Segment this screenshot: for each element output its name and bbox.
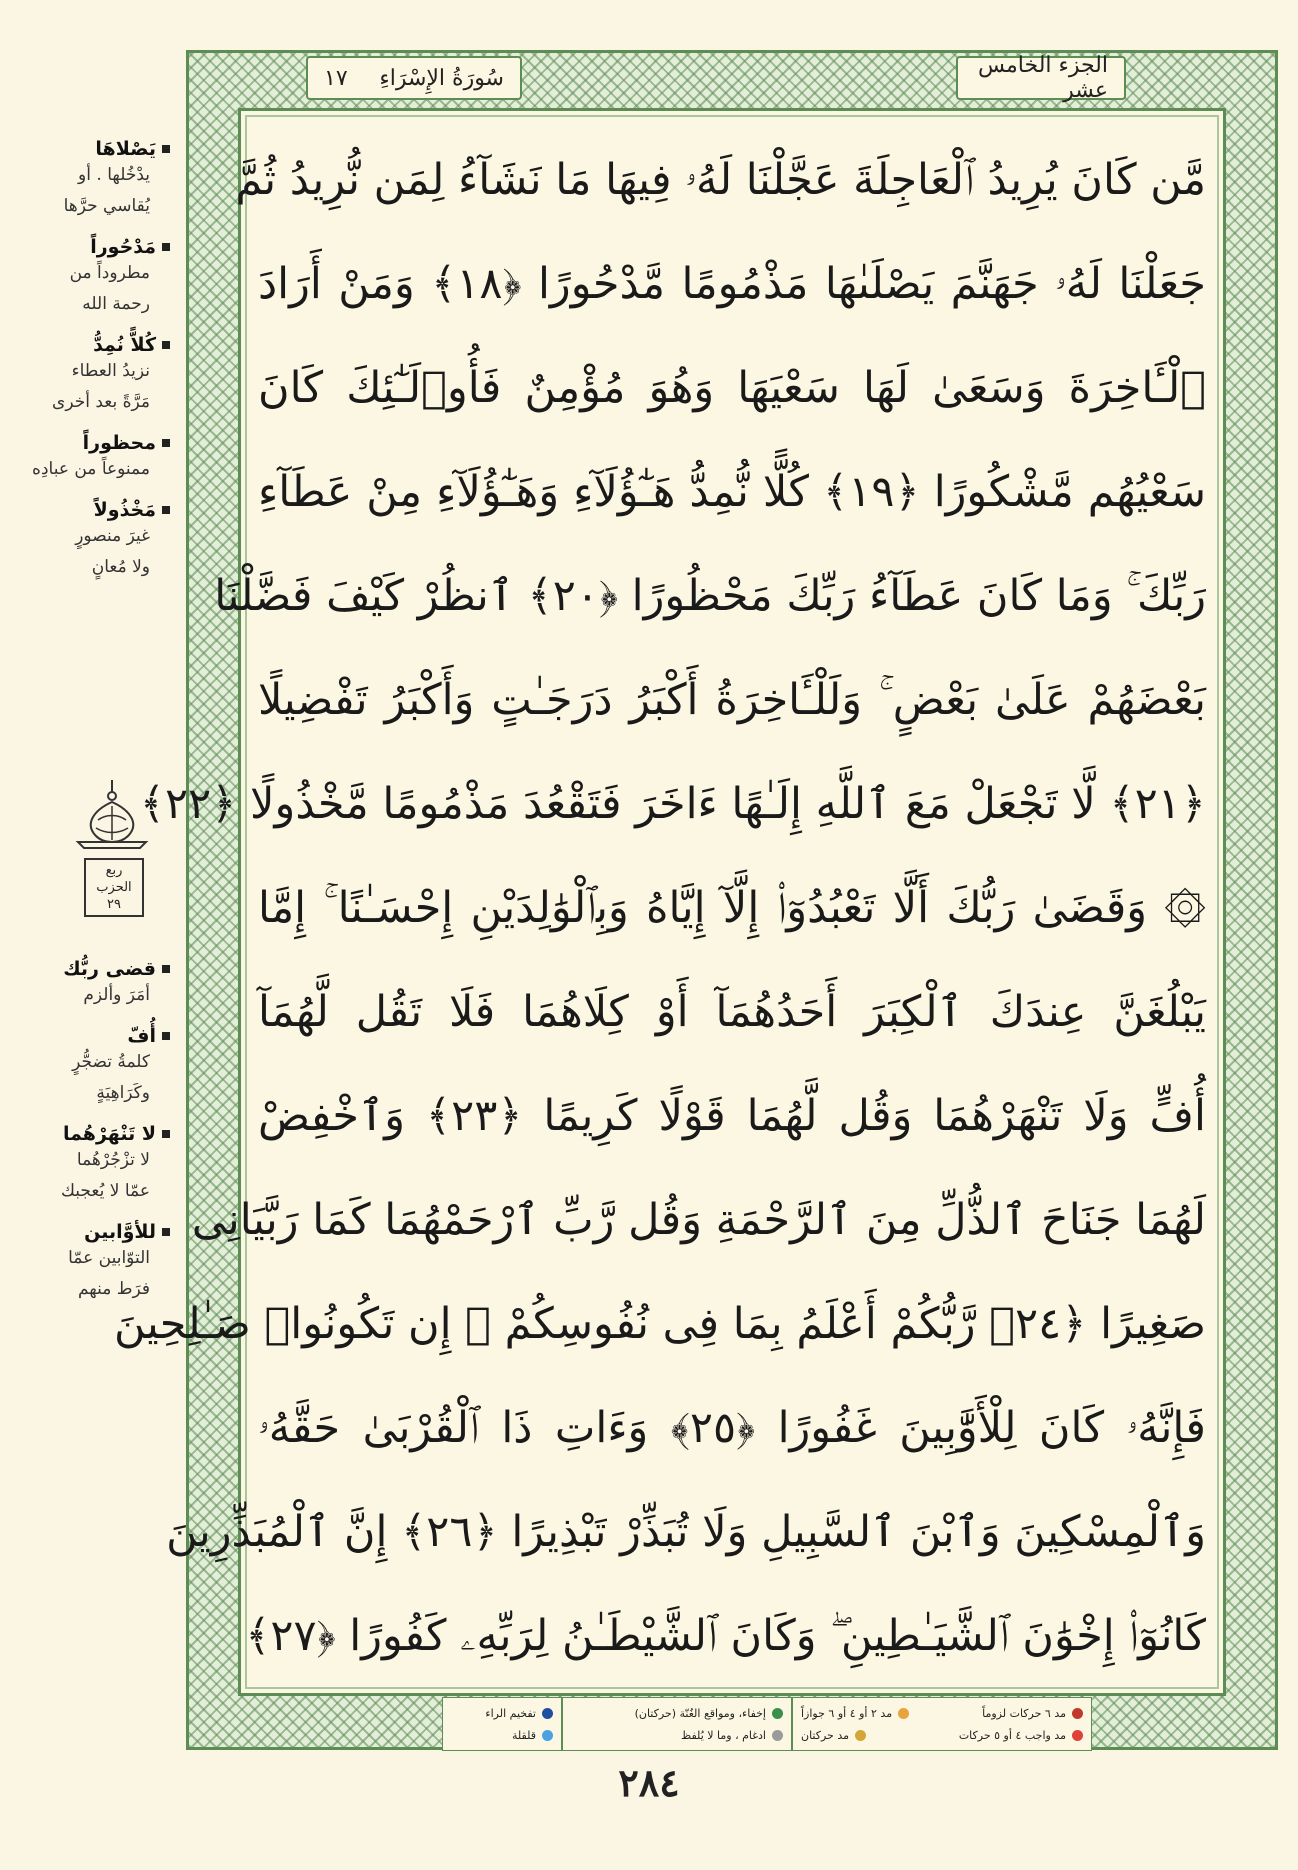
- legend-item: [982, 1707, 1083, 1720]
- glossary-word: مَدْحُوراً: [14, 236, 170, 258]
- legend-item: [959, 1729, 1083, 1742]
- glossary-meaning: فرَط منهم: [77, 1279, 150, 1299]
- verse-line: يَبْلُغَنَّ عِندَكَ ٱلْكِبَرَ أَحَدُهُمَآ أَوْ كِلَاهُمَا فَلَا تَقُل لَّهُمَآ: [258, 987, 1206, 1037]
- surah-number: ١٧: [324, 65, 348, 91]
- verse-line: صَغِيرًا ﴿٢٤﴾ رَّبُّكُمْ أَعْلَمُ بِمَا فِى نُفُوسِكُمْ ۚ إِن تَكُونُوا۟ صَـٰلِحِينَ: [113, 1299, 1206, 1349]
- legend-item: [801, 1707, 909, 1720]
- glossary-meaning: ولا مُعانٍ: [91, 557, 150, 577]
- hizb-label: [84, 858, 144, 917]
- verse-line: ٱلْـَٔاخِرَةَ وَسَعَىٰ لَهَا سَعْيَهَا وَهُوَ مُؤْمِنٌ فَأُو۟لَـٰٓئِكَ كَانَ: [258, 363, 1206, 413]
- glossary-meaning: أمَرَ وألزم: [83, 985, 150, 1005]
- verse-line: ﴿٢١﴾ لَّا تَجْعَلْ مَعَ ٱللَّهِ إِلَـٰهًا ءَاخَرَ فَتَقْعُدَ مَذْمُومًا مَّخْذُولًا ﴿٢٢﴾: [139, 779, 1206, 829]
- page-number: ٢٨٤: [618, 1760, 680, 1805]
- legend-label: ادغام ، وما لا يُلفظ: [681, 1728, 766, 1742]
- legend-label: مد ٦ حركات لزوماً: [982, 1706, 1066, 1720]
- glossary-entry: [14, 1025, 170, 1109]
- surah-name: سُورَةُ الإِسْرَاءِ: [379, 65, 504, 91]
- legend-label: تفخيم الراء: [485, 1706, 536, 1720]
- glossary-entry: [14, 334, 170, 418]
- color-dot-icon: [898, 1708, 909, 1719]
- glossary-entry: [14, 1221, 170, 1305]
- glossary-meaning: لا تزْجُرْهُما: [76, 1150, 150, 1170]
- glossary-meaning: مطروداً من: [69, 263, 150, 283]
- verse-line: جَعَلْنَا لَهُۥ جَهَنَّمَ يَصْلَىٰهَا مَذْمُومًا مَّدْحُورًا ﴿١٨﴾ وَمَنْ أَرَادَ: [258, 259, 1206, 309]
- glossary-meaning: وكَرَاهِيَةٍ: [96, 1083, 150, 1103]
- verse-line: رَبِّكَ ۚ وَمَا كَانَ عَطَآءُ رَبِّكَ مَحْظُورًا ﴿٢٠﴾ ٱنظُرْ كَيْفَ فَضَّلْنَا: [214, 571, 1206, 621]
- legend-box-madd: [792, 1697, 1092, 1751]
- glossary-word: مَخْذُولاً: [14, 499, 170, 521]
- glossary-meaning: يدْخُلها . أو: [78, 165, 150, 185]
- glossary-meaning: غيرَ منصورٍ: [75, 526, 150, 546]
- juz-header: [956, 53, 1126, 103]
- verse-line: ۞ وَقَضَىٰ رَبُّكَ أَلَّا تَعْبُدُوٓا۟ إِلَّآ إِيَّاهُ وَبِٱلْوَٰلِدَيْنِ إِحْسَـٰنًا ۚ إِمَّا: [258, 883, 1206, 933]
- glossary-meaning: عمّا لا يُعجبك: [60, 1181, 150, 1201]
- legend-label: قلقلة: [511, 1728, 536, 1742]
- hizb-marker: [74, 780, 150, 917]
- legend-label: مد ٢ أو ٤ أو ٦ جوازاً: [801, 1706, 893, 1720]
- color-dot-icon: [542, 1708, 553, 1719]
- legend-item: [451, 1707, 553, 1720]
- verse-line: سَعْيُهُم مَّشْكُورًا ﴿١٩﴾ كُلًّا نُّمِدُّ هَـٰٓؤُلَآءِ وَهَـٰٓؤُلَآءِ مِنْ عَطَآءِ: [258, 467, 1206, 517]
- glossary-word: للأوَّابين: [14, 1221, 170, 1243]
- glossary-word: قضى ربُّك: [14, 958, 170, 980]
- glossary-entry: [14, 1123, 170, 1207]
- glossary-lower: [14, 958, 170, 1319]
- glossary-entry: [14, 138, 170, 222]
- glossary-meaning: التوّابين عمّا: [68, 1248, 150, 1268]
- glossary-meaning: رحمة الله: [82, 294, 150, 314]
- verse-line: بَعْضَهُمْ عَلَىٰ بَعْضٍ ۚ وَلَلْـَٔاخِرَةُ أَكْبَرُ دَرَجَـٰتٍ وَأَكْبَرُ تَفْضِيلًا: [258, 675, 1206, 725]
- glossary-word: محظوراً: [14, 432, 170, 454]
- verse-line: مَّن كَانَ يُرِيدُ ٱلْعَاجِلَةَ عَجَّلْنَا لَهُۥ فِيهَا مَا نَشَآءُ لِمَن نُّرِيدُ ثُمَّ: [235, 155, 1206, 205]
- hizb-number: ٢٩: [107, 897, 121, 912]
- verse-line: أُفٍّ وَلَا تَنْهَرْهُمَا وَقُل لَّهُمَا قَوْلًا كَرِيمًا ﴿٢٣﴾ وَٱخْفِضْ: [258, 1091, 1207, 1141]
- legend-label: إخفاء، ومواقع الغُنّة (حركتان): [634, 1706, 766, 1720]
- glossary-meaning: مَرَّةً بعد أخرى: [52, 392, 150, 412]
- glossary-meaning: يُقاسي حرَّها: [63, 196, 150, 216]
- legend-item: [451, 1729, 553, 1742]
- legend-item: [571, 1707, 783, 1720]
- color-dot-icon: [772, 1708, 783, 1719]
- glossary-entry: [14, 236, 170, 320]
- glossary-word: كُلاًّ نُمِدُّ: [14, 334, 170, 356]
- glossary-word: أُفّ: [14, 1025, 170, 1047]
- glossary-meaning: ممنوعاً من عبادِه: [32, 459, 150, 479]
- verse-line: فَإِنَّهُۥ كَانَ لِلْأَوَّٰبِينَ غَفُورًا ﴿٢٥﴾ وَءَاتِ ذَا ٱلْقُرْبَىٰ حَقَّهُۥ: [258, 1403, 1206, 1453]
- glossary-entry: [14, 432, 170, 485]
- hizb-text: ربع: [105, 863, 123, 878]
- glossary-upper: [14, 138, 170, 597]
- glossary-word: يَصْلاهَا: [14, 138, 170, 160]
- glossary-meaning: كلمةُ تضجُّرٍ: [72, 1052, 150, 1072]
- legend-label: مد واجب ٤ أو ٥ حركات: [958, 1728, 1066, 1742]
- legend-label: مد حركتان: [801, 1728, 850, 1742]
- juz-label: الجزء الخامس عشر: [977, 53, 1108, 103]
- tajweed-legend: [392, 1697, 1092, 1751]
- verse-line: وَٱلْمِسْكِينَ وَٱبْنَ ٱلسَّبِيلِ وَلَا تُبَذِّرْ تَبْذِيرًا ﴿٢٦﴾ إِنَّ ٱلْمُبَذِّرِينَ: [166, 1507, 1206, 1557]
- color-dot-icon: [542, 1730, 553, 1741]
- hizb-text: الحزب: [96, 880, 132, 895]
- color-dot-icon: [1072, 1708, 1083, 1719]
- legend-box-ra: [442, 1697, 562, 1751]
- legend-box-ghunna: [562, 1697, 792, 1751]
- surah-header: [306, 56, 522, 100]
- color-dot-icon: [1072, 1730, 1083, 1741]
- legend-item: [571, 1729, 783, 1742]
- verse-line: لَهُمَا جَنَاحَ ٱلذُّلِّ مِنَ ٱلرَّحْمَةِ وَقُل رَّبِّ ٱرْحَمْهُمَا كَمَا رَبَّيَانِى: [191, 1195, 1206, 1245]
- glossary-entry: [14, 499, 170, 583]
- glossary-meaning: نزيدُ العطاء: [71, 361, 150, 381]
- verse-line: كَانُوٓا۟ إِخْوَٰنَ ٱلشَّيَـٰطِينِ ۖ وَكَانَ ٱلشَّيْطَـٰنُ لِرَبِّهِۦ كَفُورًا ﴿٢٧﴾: [245, 1611, 1206, 1661]
- hizb-ornament-icon: [74, 780, 150, 850]
- legend-item: [801, 1729, 866, 1742]
- color-dot-icon: [855, 1730, 866, 1741]
- glossary-word: لا تَنْهَرْهُما: [14, 1123, 170, 1145]
- glossary-entry: [14, 958, 170, 1011]
- color-dot-icon: [772, 1730, 783, 1741]
